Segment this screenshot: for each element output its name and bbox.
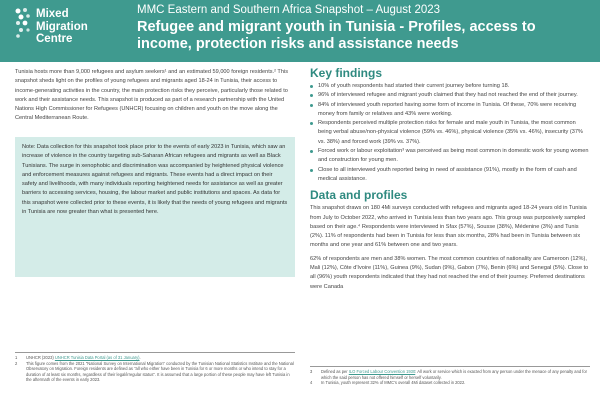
footnote-post: : All work or service which is exacted from any person under the menace of any penalty and for which the said person has not offered himself or herself voluntarily.: [321, 369, 588, 380]
footnote: [15, 361, 295, 383]
footnote-number: 2: [15, 360, 18, 366]
logo-line: Migration: [36, 20, 88, 33]
logo-line: Mixed: [36, 8, 69, 20]
list-item: [310, 82, 590, 91]
footnote-link[interactable]: UNHCR Tunisia Data Portal (as of 31 January): [54, 355, 140, 360]
bullet-icon: [310, 150, 313, 153]
data-paragraph: This snapshot draws on 180 4Mi surveys conducted with refugees and migrants aged 18-24 years old in Tunisia from July to October 2022, who arrived in Tunisia less than two years ago. This group was purposively sampled based on their age.⁴ Respondents were interviewed in Sfax (57%), Sousse (38%), Médenine (3%) and Tunis (2%). 11% of respondents had been in Tunisia for less than six months, 28% had been in Tunisia between six months and one year and 61% between one and two years.: [310, 205, 587, 249]
key-findings-list: [310, 82, 590, 184]
data-paragraph: 62% of respondents are men and 38% women. The most common countries of nationality are Cameroon (12%), Mali (12%), Côte d'Ivoire (11%), Guinea (9%), Sudan (9%), Gabon (7%), Benin (6%) and Senegal (5%). Close to all (96%) youth respondents indicated that they had not reached the end of their journey. Preferred destinations were Canada: [310, 255, 589, 290]
page-title: Refugee and migrant youth in Tunisia - Profiles, access to income, protection risks and assistance needs: [137, 19, 536, 52]
logo-line: Centre: [36, 33, 73, 45]
bullet-icon: [310, 122, 313, 125]
header-banner: [0, 0, 600, 62]
data-profiles-heading: Data and profiles: [310, 188, 408, 203]
footnotes-right: [310, 366, 590, 386]
footnote-number: 1: [15, 355, 18, 360]
footnote-text: In Tunisia, youth represent 32% of MMC's overall 4Mi dataset collected in 2022.: [321, 380, 466, 386]
footnote-number: 4: [310, 380, 313, 386]
footnote-number: 3: [310, 369, 313, 374]
footnote: [310, 380, 590, 386]
list-item: [310, 119, 590, 147]
snapshot-subtitle: MMC Eastern and Southern Africa Snapshot – August 2023: [137, 4, 441, 16]
footnote-text: [321, 369, 590, 380]
finding-text: 84% of interviewed youth reported having some form of income in Tunisia. Of these, 70% were receiving money from family or relatives and 43% were working.: [318, 101, 577, 117]
bullet-icon: [310, 169, 313, 172]
footnote-post: .: [139, 355, 141, 360]
finding-text: 96% of interviewed refugee and migrant youth claimed that they had not reached the end of their journey.: [318, 92, 578, 99]
footnote-pre: UNHCR (2023): [26, 355, 55, 360]
right-column: [310, 66, 590, 296]
list-item: [310, 101, 590, 120]
left-column: [15, 68, 295, 124]
finding-text: Forced work or labour exploitation³ was perceived as being most common in domestic work for young women and construction for young men.: [318, 148, 589, 164]
intro-paragraph: Tunisia hosts more than 9,000 refugees and asylum seekers¹ and an estimated 59,000 foreign residents.² This snapshot sheds light on the profiles of young refugees and migrants aged 18-24 in Tunisia, their access to income-generating activities in the country, the main protection risks they perceive, particularly those related to work and their assistance needs. This snapshot is produced as part of a research partnership with the United Nations High Commissioner for Refugees (UNHCR) focusing on children and youth on the move along the Central Mediterranean Route.: [15, 69, 289, 122]
footnote-text: This figure comes from the 2021 "National Survey on International Migration" conducted by the Tunisian National Statistics Institute and the National Observatory on Migration. Foreign residents are defined as "all who either have been in Tunisia for 6 or more months or who intend to stay for a duration of at least six months, regardless of their legal/irregular status". It is assumed that a large portion of these people may have left Tunisia in the aftermath of the events in early 2023.: [26, 360, 294, 383]
finding-text: Respondents perceived multiple protection risks for female and male youth in Tunisia, the most common being verbal abuse/non-physical violence (59% vs. 46%), physical violence (35% vs. 46%), insecurity (37% vs. 38%) and forced work (39% vs. 37%).: [318, 120, 583, 145]
list-item: [310, 147, 590, 166]
bullet-icon: [310, 94, 313, 97]
footnotes-left: [15, 352, 295, 383]
note-box: [15, 137, 295, 277]
note-text: Note: Data collection for this snapshot took place prior to the events of early 2023 in Tunisia, which saw an increase of violence in the country targeting sub-Saharan African refugees and migrants as well as Black Tunisians. The surge in xenophobic and discrimination was accompanied by heightened physical violence and enforcement measures against refugees and migrants. These events had a direct impact on their safety and livelihoods, with many individuals reporting heightened needs for assistance as well as greater barriers to accessing services, housing, the labour market and public institutions and spaces. As data for this snapshot were collected prior to these events, it is likely that the needs of young refugees and migrants in Tunisia are now greater than what is presented here.: [22, 144, 288, 216]
bullet-icon: [310, 104, 313, 107]
footnote-link[interactable]: ILO Forced Labour Convention 1930: [348, 369, 416, 374]
list-item: [310, 91, 590, 100]
logo-wordmark: [36, 8, 88, 46]
finding-text: Close to all interviewed youth reported being in need of assistance (91%), mostly in the form of cash and medical assistance.: [318, 166, 577, 182]
footnote: [310, 369, 590, 380]
key-findings-heading: Key findings: [310, 66, 383, 80]
mmc-logo[interactable]: [14, 5, 124, 55]
list-item: [310, 166, 590, 185]
bullet-icon: [310, 85, 313, 88]
finding-text: 10% of youth respondents had started their current journey before turning 18.: [318, 83, 510, 89]
mmc-logo-icon: [14, 6, 34, 42]
footnote-pre: Defined as per: [321, 369, 349, 374]
